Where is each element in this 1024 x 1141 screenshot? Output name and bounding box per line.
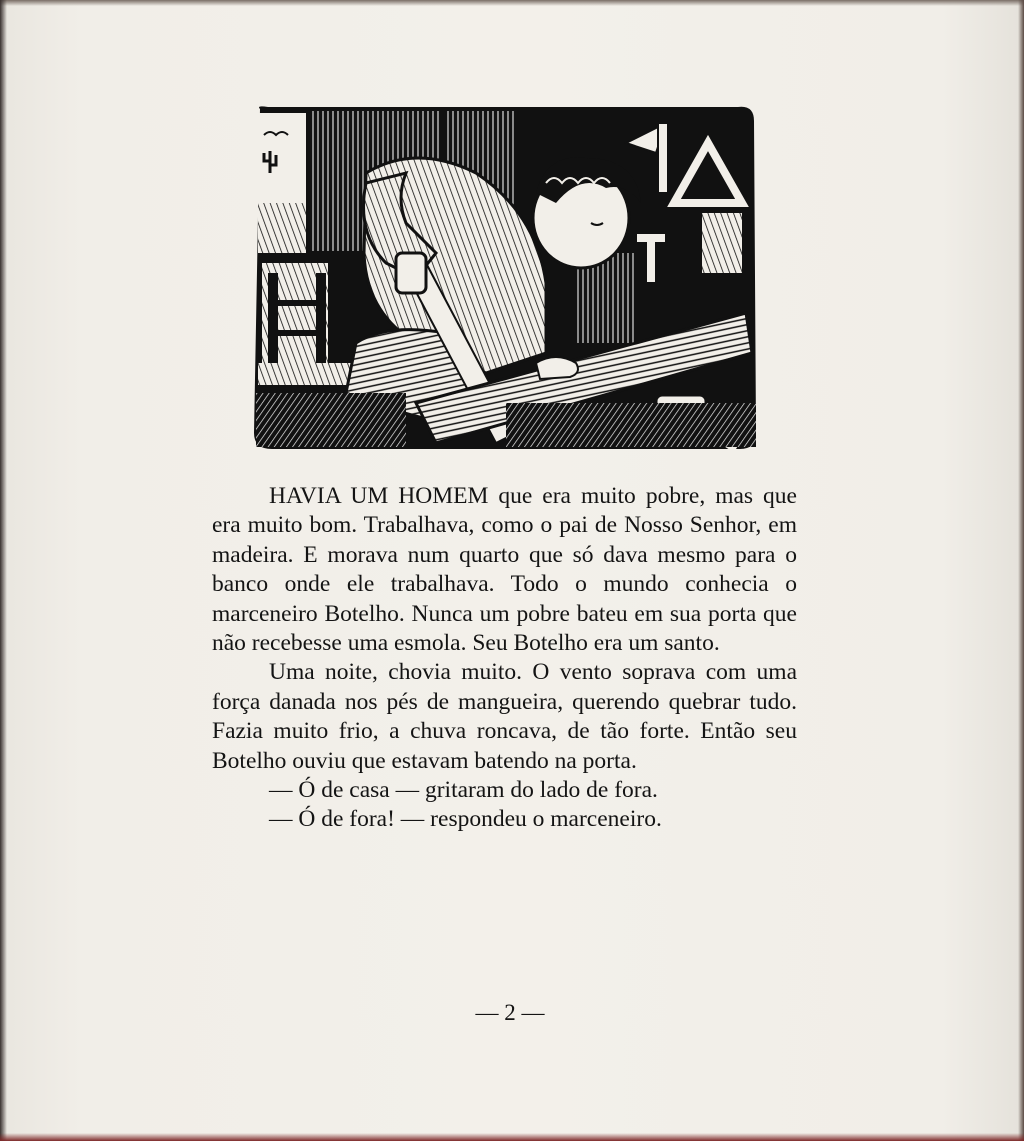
page-edge-top [0,0,1024,6]
paragraph-2: Uma noite, chovia muito. O vento soprava com uma força danada nos pés de mangueira, querendo quebrar tudo. Fazia muito frio, a chuva roncava, de tão forte. Então seu Botelho ouviu que estavam batendo na porta. [212,659,797,774]
page-edge-left [0,0,7,1141]
woodcut-illustration [246,103,760,453]
paragraph-1: HAVIA UM HOMEM que era muito pobre, mas que era muito bom. Trabalhava, como o pai de Nosso Senhor, em madeira. E morava num quarto que só dava mesmo para o banco onde ele trabalhava. Todo o mundo conhecia o marceneiro Botelho. Nunca um pobre bateu em sua porta que não recebesse uma esmola. Seu Botelho era um santo. [212,483,797,657]
woodcut-carpenter-sawing-icon [246,103,760,453]
page-edge-bottom [0,1133,1024,1141]
story-text [212,482,797,835]
page-number: — 2 — [475,1000,545,1025]
dialog-line-1: — Ó de casa — gritaram do lado de fora. [269,777,658,804]
dialog-line-2: — Ó de fora! — respondeu o marceneiro. [269,806,662,833]
page-edge-right [1018,0,1024,1141]
